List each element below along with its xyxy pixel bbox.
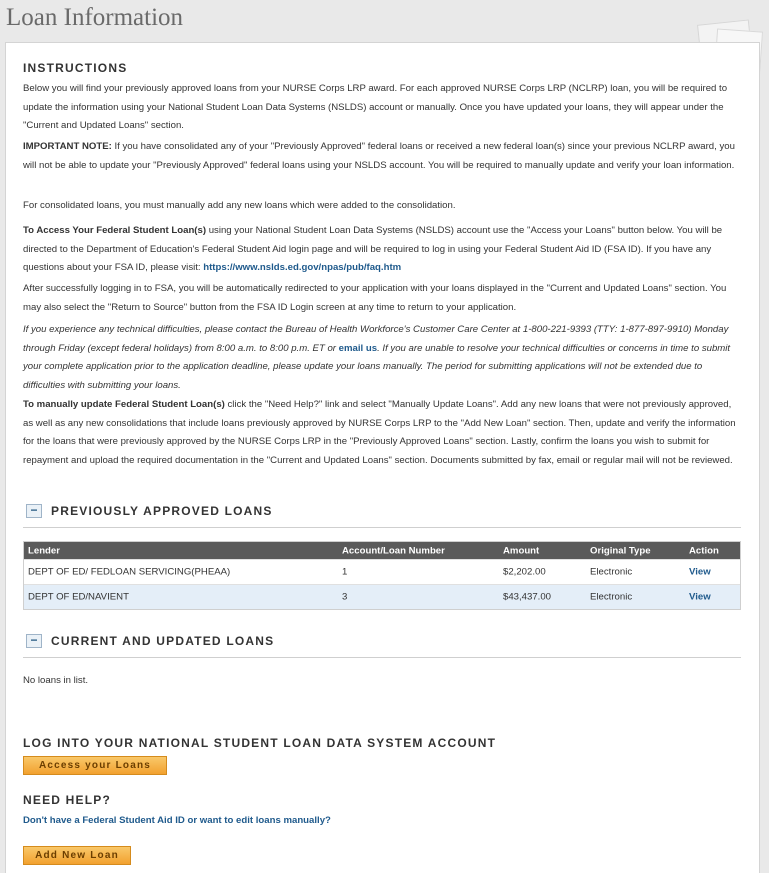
fsa-redirect-paragraph: After successfully logging in to FSA, you will be automatically redirected to your application with your loans displayed in the "Current and Updated Loans" section. You may also select the "Return to Source" button from the FSA ID Login screen at any time to return to your application.: [23, 283, 727, 313]
manual-update-label: To manually update Federal Student Loan(s): [23, 399, 225, 410]
previously-approved-section-header: [23, 502, 741, 528]
technical-difficulties-text-a: If you experience any technical difficulties, please contact the Bureau of Health Workforce's Customer Care Center at 1-800-221-9393 (TTY: 1-877-897-9910) Monday through Friday (except federal holidays) from 8:00 a.m. to 8:00 p.m. ET or: [23, 324, 729, 354]
table-header-row: [24, 542, 740, 559]
previously-approved-heading: PREVIOUSLY APPROVED LOANS: [51, 504, 273, 518]
add-new-loan-button[interactable]: Add New Loan: [23, 846, 131, 865]
main-panel: [5, 42, 760, 873]
empty-loans-message: No loans in list.: [23, 675, 89, 686]
lender-cell: DEPT OF ED/ FEDLOAN SERVICING(PHEAA): [28, 566, 231, 578]
amount-cell: $43,437.00: [503, 591, 552, 603]
type-cell: Electronic: [590, 591, 633, 603]
important-note-paragraph: [23, 138, 741, 175]
access-loans-paragraph: [23, 222, 741, 278]
manual-update-paragraph: [23, 396, 741, 470]
column-header-lender: Lender: [28, 545, 60, 556]
column-header-action: Action: [689, 545, 719, 556]
important-note-text: If you have consolidated any of your "Previously Approved" federal loans or received a new federal loan(s) since your previous NCLRP award, you will not be able to update your "Previously Approved" federal loans using your NSLDS account. You will be required to manually update and verify your loan information.: [23, 141, 735, 171]
table-row: [24, 559, 740, 584]
collapse-current-updated-button[interactable]: −: [26, 634, 42, 648]
instructions-heading: INSTRUCTIONS: [23, 61, 128, 75]
technical-difficulties-paragraph: [23, 321, 741, 395]
current-updated-section-header: [23, 632, 741, 658]
column-header-account: Account/Loan Number: [342, 545, 445, 556]
lender-cell: DEPT OF ED/NAVIENT: [28, 591, 129, 603]
consolidated-loans-paragraph: For consolidated loans, you must manually add any new loans which were added to the consolidation.: [23, 200, 456, 211]
table-row: [24, 584, 740, 609]
column-header-amount: Amount: [503, 545, 540, 556]
instructions-paragraph-1: Below you will find your previously approved loans from your NURSE Corps LRP award. For each approved NURSE Corps LRP (NCLRP) loan, you will be required to update the information using your National Student Loan Data Systems (NSLDS) account or manually. Once you have updated your loans, they will appear under the "Current and Updated Loans" section.: [23, 83, 728, 132]
email-us-link[interactable]: email us: [338, 342, 378, 354]
need-help-link[interactable]: Don't have a Federal Student Aid ID or want to edit loans manually?: [23, 815, 331, 826]
nslds-login-heading: LOG INTO YOUR NATIONAL STUDENT LOAN DATA SYSTEM ACCOUNT: [23, 736, 497, 750]
need-help-heading: NEED HELP?: [23, 793, 112, 807]
access-loans-label: To Access Your Federal Student Loan(s): [23, 225, 207, 236]
collapse-previously-approved-button[interactable]: −: [26, 504, 42, 518]
access-loans-button[interactable]: Access your Loans: [23, 756, 167, 775]
view-loan-link[interactable]: View: [689, 591, 711, 603]
page-title: Loan Information: [6, 4, 184, 31]
technical-difficulties-text-b: . If you are unable to resolve your technical difficulties or concerns in time to submit your complete application prior to the application deadline, please update your loans manually. The period for submitting applications will not be extended due to difficulties with submitting your loans.: [23, 342, 731, 391]
nslds-faq-link[interactable]: https://www.nslds.ed.gov/npas/pub/faq.htm: [203, 262, 402, 274]
type-cell: Electronic: [590, 566, 633, 578]
current-updated-heading: CURRENT AND UPDATED LOANS: [51, 634, 275, 648]
manual-update-text: click the "Need Help?" link and select "Manually Update Loans". Add any new loans that were not previously approved, as well as any new consolidations that include loans previously approved by NURSE Corps LRP to the "Add New Loan" section. Then, update and verify the information for the loans that were previously approved by the NURSE Corps LRP in the "Previously Approved Loans" section. Lastly, confirm the loans you wish to submit for repayment and upload the required documentation in the "Current and Updated Loans" section. Documents submitted by fax, email or regular mail will not be reviewed.: [23, 399, 736, 466]
column-header-type: Original Type: [590, 545, 651, 556]
amount-cell: $2,202.00: [503, 566, 546, 578]
view-loan-link[interactable]: View: [689, 566, 711, 578]
important-note-label: IMPORTANT NOTE:: [23, 141, 112, 152]
access-loans-text: using your National Student Loan Data Systems (NSLDS) account use the "Access your Loans" button below. You will be directed to the Department of Education's Federal Student Aid login page and will be required to log in using your Federal Student Aid ID (FSA ID). If you have any questions about your FSA ID, please visit:: [23, 225, 723, 274]
account-cell: 1: [342, 566, 348, 578]
account-cell: 3: [342, 591, 348, 603]
previously-approved-table: [23, 541, 741, 610]
